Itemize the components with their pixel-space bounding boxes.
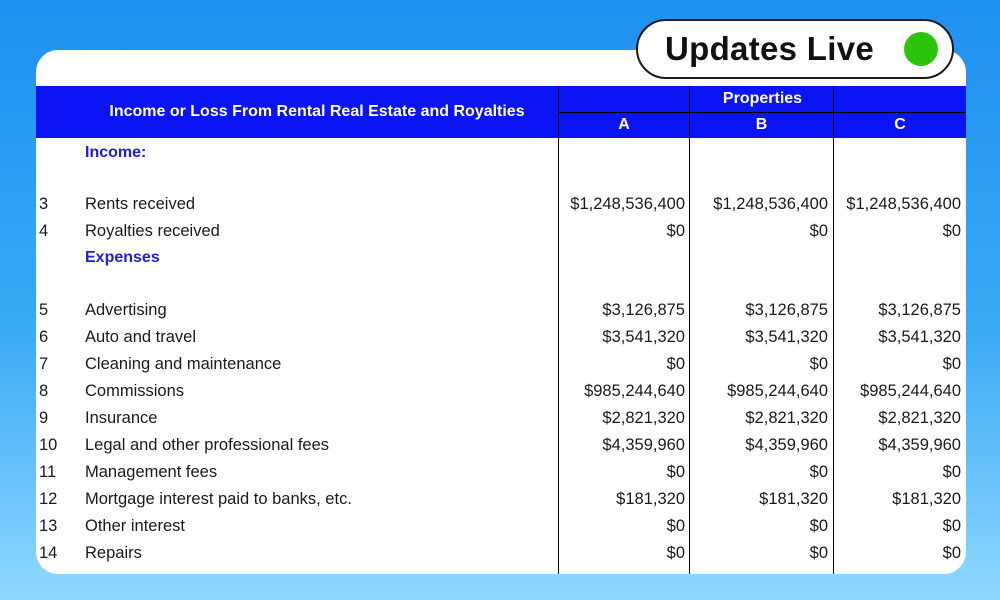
value-property-b: $0 bbox=[809, 517, 828, 535]
header-separator bbox=[559, 112, 966, 113]
row-label: Repairs bbox=[85, 544, 142, 562]
value-property-b: $985,244,640 bbox=[727, 382, 828, 400]
value-property-b: $0 bbox=[809, 355, 828, 373]
value-property-b: $4,359,960 bbox=[745, 436, 828, 454]
row-label: Advertising bbox=[85, 301, 167, 319]
value-property-b: $0 bbox=[809, 463, 828, 481]
row-label: Management fees bbox=[85, 463, 218, 481]
updates-live-badge bbox=[636, 19, 954, 79]
income-section-label: Income: bbox=[85, 144, 147, 161]
line-number: 14 bbox=[39, 544, 58, 562]
value-property-c: $3,126,875 bbox=[878, 301, 961, 319]
value-property-c: $0 bbox=[942, 517, 961, 535]
value-property-a: $985,244,640 bbox=[584, 382, 685, 400]
table-row bbox=[36, 378, 966, 405]
line-number: 6 bbox=[39, 328, 49, 346]
row-label: Auto and travel bbox=[85, 328, 196, 346]
value-property-a: $2,821,320 bbox=[602, 409, 685, 427]
value-property-c: $181,320 bbox=[892, 490, 961, 508]
value-property-a: $0 bbox=[666, 517, 685, 535]
line-number: 7 bbox=[39, 355, 49, 373]
line-number: 4 bbox=[39, 222, 49, 240]
line-number: 10 bbox=[39, 436, 58, 454]
table-row bbox=[36, 351, 966, 378]
row-label: Cleaning and maintenance bbox=[85, 355, 282, 373]
value-property-b: $181,320 bbox=[759, 490, 828, 508]
value-property-a: $4,359,960 bbox=[602, 436, 685, 454]
row-label: Rents received bbox=[85, 195, 196, 213]
value-property-a: $3,541,320 bbox=[602, 328, 685, 346]
table-row bbox=[36, 297, 966, 324]
value-property-c: $985,244,640 bbox=[860, 382, 961, 400]
line-number: 9 bbox=[39, 409, 49, 427]
line-number: 3 bbox=[39, 195, 49, 213]
line-number: 5 bbox=[39, 301, 49, 319]
table-row bbox=[36, 513, 966, 540]
value-property-c: $1,248,536,400 bbox=[846, 195, 961, 213]
line-number: 13 bbox=[39, 517, 58, 535]
table-row bbox=[36, 191, 966, 218]
table-row bbox=[36, 486, 966, 513]
value-property-b: $1,248,536,400 bbox=[713, 195, 828, 213]
column-header-b: B bbox=[690, 112, 833, 138]
row-label: Insurance bbox=[85, 409, 158, 427]
table-row bbox=[36, 405, 966, 432]
value-property-a: $3,126,875 bbox=[602, 301, 685, 319]
value-property-c: $3,541,320 bbox=[878, 328, 961, 346]
value-property-b: $3,541,320 bbox=[745, 328, 828, 346]
value-property-b: $2,821,320 bbox=[745, 409, 828, 427]
row-label: Legal and other professional fees bbox=[85, 436, 330, 454]
value-property-c: $0 bbox=[942, 222, 961, 240]
table-title: Income or Loss From Rental Real Estate and Royalties bbox=[36, 86, 558, 138]
live-status-dot-icon bbox=[904, 32, 938, 66]
value-property-a: $0 bbox=[666, 544, 685, 562]
value-property-a: $0 bbox=[666, 463, 685, 481]
table-row bbox=[36, 540, 966, 567]
value-property-c: $2,821,320 bbox=[878, 409, 961, 427]
value-property-c: $0 bbox=[942, 463, 961, 481]
rental-income-table-card bbox=[36, 50, 966, 574]
value-property-a: $1,248,536,400 bbox=[570, 195, 685, 213]
row-label: Commissions bbox=[85, 382, 185, 400]
value-property-b: $3,126,875 bbox=[745, 301, 828, 319]
value-property-a: $0 bbox=[666, 355, 685, 373]
expenses-section-label: Expenses bbox=[85, 249, 160, 266]
table-row bbox=[36, 459, 966, 486]
row-label: Royalties received bbox=[85, 222, 220, 240]
badge-label: Updates Live bbox=[665, 30, 874, 67]
value-property-b: $0 bbox=[809, 222, 828, 240]
value-property-c: $0 bbox=[942, 355, 961, 373]
column-header-c: C bbox=[834, 112, 966, 138]
value-property-a: $181,320 bbox=[616, 490, 685, 508]
value-property-a: $0 bbox=[666, 222, 685, 240]
line-number: 12 bbox=[39, 490, 58, 508]
row-label: Mortgage interest paid to banks, etc. bbox=[85, 490, 352, 508]
table-row bbox=[36, 432, 966, 459]
line-number: 11 bbox=[39, 463, 57, 481]
value-property-c: $0 bbox=[942, 544, 961, 562]
properties-header: Properties bbox=[559, 86, 966, 112]
table-row bbox=[36, 218, 966, 245]
value-property-c: $4,359,960 bbox=[878, 436, 961, 454]
value-property-b: $0 bbox=[809, 544, 828, 562]
row-label: Other interest bbox=[85, 517, 185, 535]
column-header-a: A bbox=[559, 112, 689, 138]
table-row bbox=[36, 324, 966, 351]
line-number: 8 bbox=[39, 382, 49, 400]
